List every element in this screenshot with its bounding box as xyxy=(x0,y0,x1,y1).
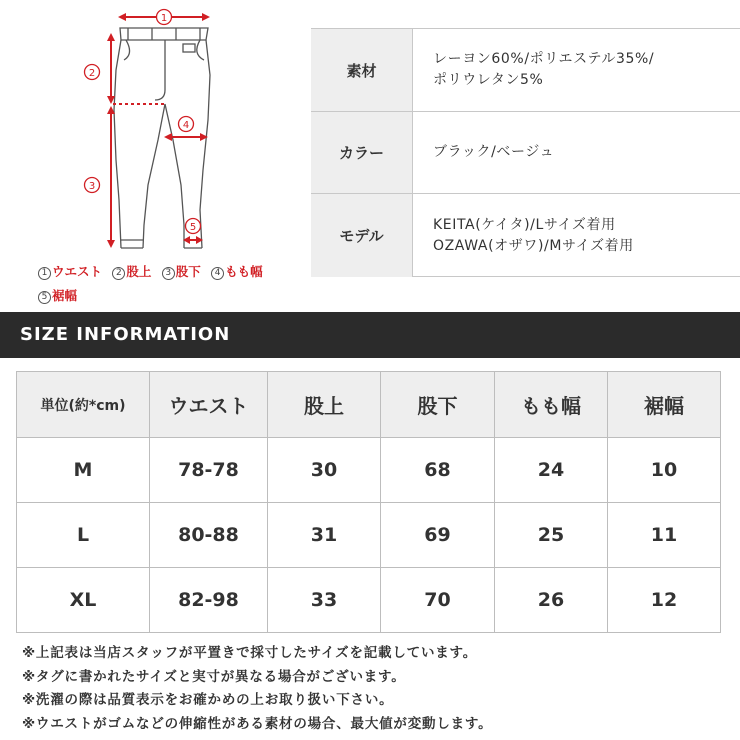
legend-rise: 2 股上 xyxy=(112,264,151,279)
color-line-1: ブラック/ベージュ xyxy=(433,144,555,160)
note-item: ※上記表は当店スタッフが平置きで採寸したサイズを記載しています。 xyxy=(22,645,478,661)
marker-4-label: 4 xyxy=(182,120,190,131)
table-row xyxy=(17,503,721,568)
spec-row-model xyxy=(311,193,740,277)
header-unit: 単位(約*cm) xyxy=(17,372,150,438)
legend-waist: 1 ウエスト xyxy=(38,264,102,279)
legend-line-1 xyxy=(38,262,269,280)
marker-thigh xyxy=(179,117,194,132)
legend-thigh: 4 もも幅 xyxy=(211,264,263,279)
hem-value: 11 xyxy=(608,503,721,568)
thigh-value: 26 xyxy=(495,568,608,633)
spec-key-color: カラー xyxy=(311,112,413,193)
rise-value: 33 xyxy=(268,568,381,633)
waist-value: 80-88 xyxy=(150,503,268,568)
waist-value: 78-78 xyxy=(150,438,268,503)
inseam-value: 70 xyxy=(381,568,495,633)
spec-key-model: モデル xyxy=(311,194,413,277)
thigh-value: 24 xyxy=(495,438,608,503)
header-hem: 裾幅 xyxy=(608,372,721,438)
pants-measurement-diagram xyxy=(0,0,300,310)
note-item: ※ウエストがゴムなどの伸縮性がある素材の場合、最大値が変動します。 xyxy=(22,715,493,732)
header-waist: ウエスト xyxy=(150,372,268,438)
size-label: XL xyxy=(17,568,150,633)
size-label: L xyxy=(17,503,150,568)
marker-1-label: 1 xyxy=(160,13,168,24)
hem-value: 12 xyxy=(608,568,721,633)
diagram-legend xyxy=(38,262,269,304)
model-line-1: KEITA(ケイタ)/Lサイズ着用 xyxy=(433,216,616,233)
rise-value: 31 xyxy=(268,503,381,568)
table-row xyxy=(17,438,721,503)
spec-value-material xyxy=(413,29,740,111)
size-label: M xyxy=(17,438,150,503)
spec-value-color xyxy=(413,112,740,193)
marker-hem xyxy=(186,219,201,234)
measurement-markers xyxy=(85,10,201,234)
header-rise: 股上 xyxy=(268,372,381,438)
inseam-value: 68 xyxy=(381,438,495,503)
marker-5-label: 5 xyxy=(189,222,197,233)
waist-value: 82-98 xyxy=(150,568,268,633)
size-information-header: SIZE INFORMATION xyxy=(0,312,740,358)
note-item: ※洗濯の際は品質表示をお確かめの上お取り扱い下さい。 xyxy=(22,692,394,708)
spec-row-material xyxy=(311,29,740,111)
material-line-2: ポリウレタン5% xyxy=(433,72,544,88)
marker-waist xyxy=(157,10,172,25)
table-row xyxy=(17,568,721,633)
spec-value-model xyxy=(413,194,740,277)
marker-3-label: 3 xyxy=(88,181,96,192)
marker-inseam xyxy=(85,178,100,193)
header-thigh: もも幅 xyxy=(495,372,608,438)
notes-section xyxy=(22,642,732,736)
hem-value: 10 xyxy=(608,438,721,503)
model-line-2: OZAWA(オザワ)/Mサイズ着用 xyxy=(433,237,634,254)
legend-inseam: 3 股下 xyxy=(162,264,201,279)
spec-key-material: 素材 xyxy=(311,29,413,111)
pants-illustration xyxy=(0,0,300,260)
marker-2-label: 2 xyxy=(88,68,96,79)
rise-value: 30 xyxy=(268,438,381,503)
note-item: ※タグに書かれたサイズと実寸が異なる場合がございます。 xyxy=(22,668,406,685)
size-table xyxy=(16,371,721,633)
material-line-1: レーヨン60%/ポリエステル35%/ xyxy=(433,51,655,67)
header-inseam: 股下 xyxy=(381,372,495,438)
inseam-value: 69 xyxy=(381,503,495,568)
spec-row-color xyxy=(311,111,740,193)
thigh-value: 25 xyxy=(495,503,608,568)
product-spec-table xyxy=(311,28,740,277)
legend-hem: 5 裾幅 xyxy=(38,288,77,303)
legend-line-2 xyxy=(38,286,269,304)
marker-rise xyxy=(85,65,100,80)
size-table-header-row xyxy=(17,372,721,438)
